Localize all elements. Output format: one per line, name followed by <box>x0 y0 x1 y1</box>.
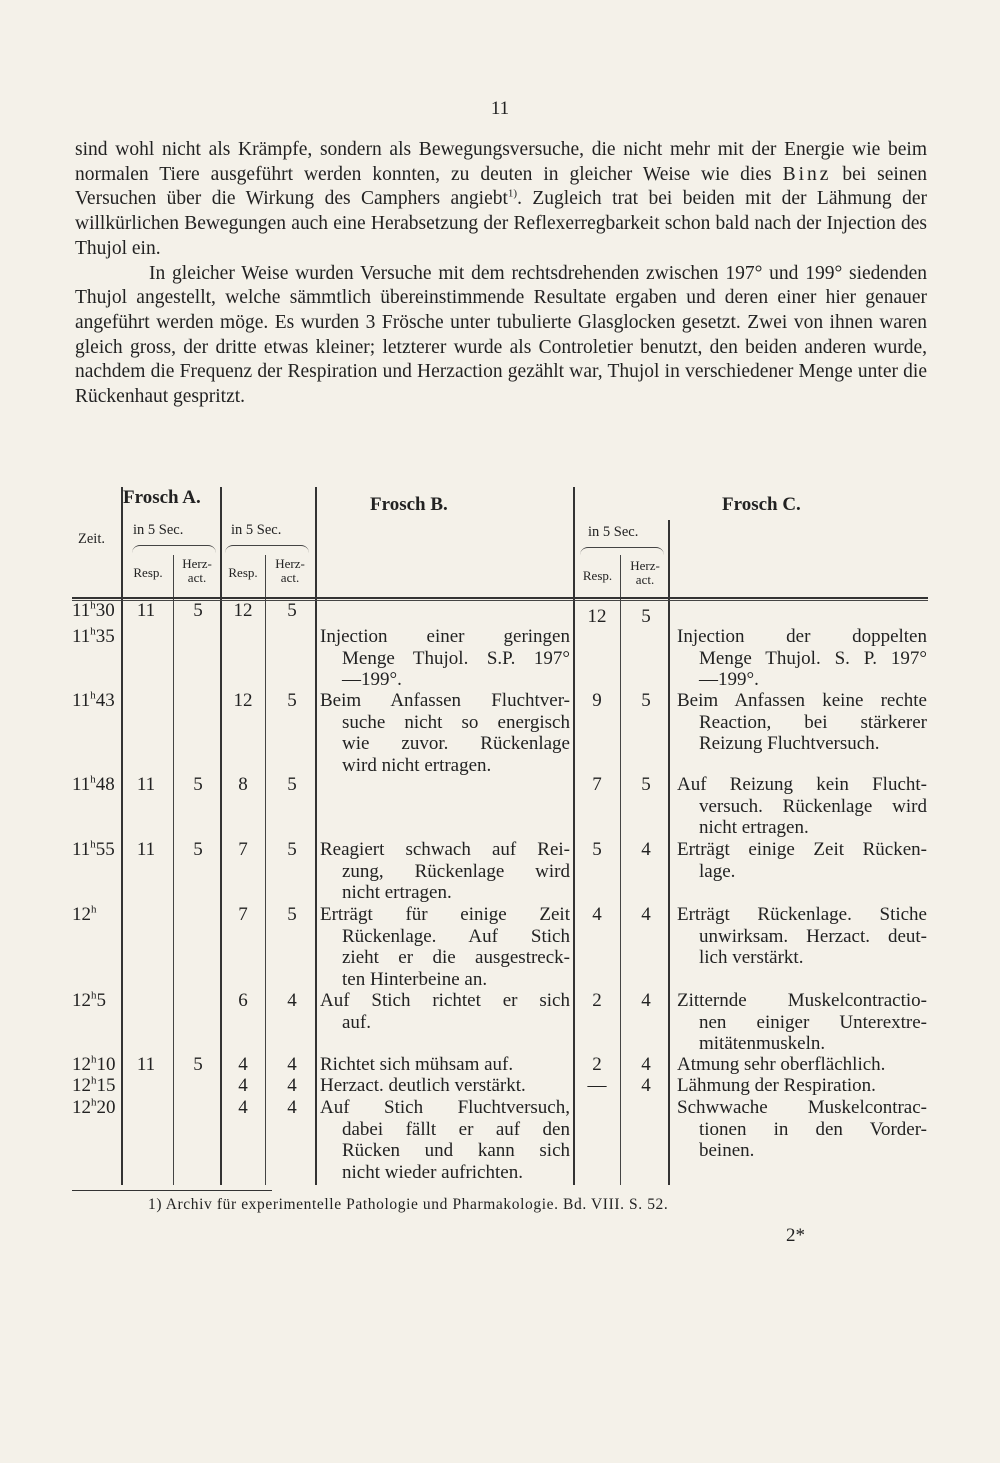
row-a-resp: 11 <box>136 1054 156 1075</box>
row-b-resp: 4 <box>238 1054 248 1075</box>
note-line: Erträgt für einige Zeit <box>320 904 570 925</box>
row-c-herz: 4 <box>641 1054 651 1075</box>
header-b-herz-2: act. <box>280 570 300 585</box>
header-a-herz <box>175 557 219 585</box>
note-line: Menge Thujol. S.P. 197° <box>342 647 570 669</box>
row-zeit: 12$^h$20 <box>72 1096 116 1118</box>
note-line: Injection der doppelten <box>677 626 927 647</box>
row-b-herz: 4 <box>287 990 297 1011</box>
header-frosch-c: Frosch C. <box>722 494 801 515</box>
note-line: Auf Reizung kein Flucht- <box>677 774 927 795</box>
row-b-note <box>320 990 570 1033</box>
note-line: wird nicht ertragen. <box>342 754 492 776</box>
row-b-herz: 4 <box>287 1075 297 1096</box>
row-zeit: 12$^h$15 <box>72 1074 116 1096</box>
row-c-note <box>677 839 927 882</box>
row-zeit: 11$^h$55 <box>72 838 115 860</box>
note-line: Herzact. deutlich verstärkt. <box>320 1075 526 1096</box>
row-b-herz: 5 <box>287 774 297 795</box>
row-b-resp: 4 <box>238 1097 248 1118</box>
note-line: —199°. <box>342 669 402 690</box>
row-c-herz: 5 <box>641 774 651 795</box>
row-b-herz: 5 <box>287 904 297 925</box>
signature-mark: 2* <box>786 1225 805 1246</box>
note-line: Auf Stich richtet er sich <box>320 990 570 1011</box>
page-number: 11 <box>490 98 510 119</box>
row-b-resp: 8 <box>238 774 248 795</box>
row-a-herz: 5 <box>193 1054 203 1075</box>
paragraph-2: In gleicher Weise wurden Versuche mit dem rechtsdrehenden zwischen 197° und 199° siedenden Thujol angestellt, welche sämmtlich übereinstimmende Resultate ergaben und deren einer hier genauer angeführt werden möge. Es wurden 3 Frösche unter tubulierte Glasglocken gesetzt. Zwei von ihnen waren gleich gross, der dritte etwas kleiner; letzterer wurde als Controletier benutzt, den beiden anderen wurde, nachdem die Frequenz der Respiration und Herzaction gezählt war, Thujol in verschiedener Menge unter die Rückenhaut gespritzt. <box>75 262 927 408</box>
row-c-herz: 4 <box>641 990 651 1011</box>
note-line: Auf Stich Fluchtversuch, <box>320 1097 570 1118</box>
header-c-in5sec: in 5 Sec. <box>588 524 639 540</box>
footnote-mark: 1) <box>507 187 518 200</box>
row-c-resp: 5 <box>592 839 602 860</box>
note-line: Erträgt einige Zeit Rücken- <box>677 839 927 860</box>
row-c-herz: 5 <box>641 690 651 711</box>
row-b-herz: 5 <box>287 600 297 621</box>
row-b-note <box>320 1097 570 1183</box>
note-line: Menge Thujol. S. P. 197° <box>699 647 927 669</box>
row-c-herz: 4 <box>641 904 651 925</box>
row-zeit: 12$^h$5 <box>72 989 106 1011</box>
header-c-herz <box>622 559 668 587</box>
note-line: auf. <box>342 1011 372 1033</box>
row-b-resp: 12 <box>233 690 253 711</box>
row-zeit: 11$^h$48 <box>72 773 115 795</box>
note-line: Atmung sehr oberflächlich. <box>677 1054 886 1075</box>
row-b-herz: 4 <box>287 1054 297 1075</box>
table-rule <box>121 487 123 1185</box>
row-b-note <box>320 626 570 691</box>
note-line: Reaction, bei stärkerer <box>699 711 927 733</box>
table-rule <box>220 487 222 1185</box>
header-a-herz-2: act. <box>187 570 207 585</box>
row-c-herz: 4 <box>641 839 651 860</box>
table-rule <box>265 555 266 1185</box>
note-line: zieht er die ausgestreck- <box>342 947 570 968</box>
header-b-resp: Resp. <box>228 565 258 580</box>
note-line: Injection einer geringen <box>320 626 570 647</box>
footnote-rule <box>72 1190 272 1191</box>
row-c-note <box>677 1097 927 1162</box>
author-name: Binz <box>782 163 832 185</box>
note-line: zung, Rückenlage wird <box>342 860 570 882</box>
row-c-note <box>677 690 927 755</box>
note-line: Reagiert schwach auf Rei- <box>320 839 570 860</box>
row-b-note <box>320 690 570 776</box>
row-c-resp: 4 <box>592 904 602 925</box>
row-zeit: 12$^h$ <box>72 903 97 925</box>
note-line: nicht wieder aufrichten. <box>342 1161 523 1183</box>
row-b-herz: 5 <box>287 690 297 711</box>
header-frosch-a: Frosch A. <box>123 487 201 508</box>
note-line: suche nicht so energisch <box>342 711 570 733</box>
note-line: beinen. <box>699 1140 755 1161</box>
header-b-herz <box>267 557 313 585</box>
row-c-resp: 9 <box>592 690 602 711</box>
row-b-resp: 6 <box>238 990 248 1011</box>
row-b-herz: 4 <box>287 1097 297 1118</box>
table-rule <box>573 487 575 1185</box>
row-c-resp: 7 <box>592 774 602 795</box>
row-b-herz: 5 <box>287 839 297 860</box>
header-a-resp: Resp. <box>133 565 163 580</box>
row-c-herz: 4 <box>641 1075 651 1096</box>
header-frosch-b: Frosch B. <box>370 494 448 515</box>
table-rule <box>315 487 317 1185</box>
header-a-in5sec: in 5 Sec. <box>133 522 184 538</box>
paragraph-1-text-b: bei seinen Versuchen über die Wirkung des Camphers angiebt <box>75 163 927 210</box>
note-line: wie zuvor. Rückenlage <box>342 733 570 754</box>
header-brace <box>132 545 216 554</box>
note-line: Richtet sich mühsam auf. <box>320 1054 514 1075</box>
header-a-herz-1: Herz- <box>182 556 212 571</box>
row-a-resp: 11 <box>136 600 156 621</box>
row-c-note <box>677 990 927 1055</box>
header-b-in5sec: in 5 Sec. <box>231 522 282 538</box>
note-line: Zitternde Muskelcontractio- <box>677 990 927 1011</box>
table-rule <box>173 555 174 1185</box>
note-line: Reizung Fluchtversuch. <box>699 733 880 754</box>
note-line: Schwwache Muskelcontrac- <box>677 1097 927 1118</box>
header-c-herz-2: act. <box>635 572 655 587</box>
note-line: unwirksam. Herzact. deut- <box>699 925 927 947</box>
header-c-resp: Resp. <box>582 568 613 583</box>
header-brace <box>580 547 664 556</box>
row-c-note <box>677 626 927 691</box>
note-line: Lähmung der Respiration. <box>677 1075 876 1096</box>
row-b-resp: 12 <box>233 600 253 621</box>
row-b-note <box>320 1054 570 1076</box>
footnote: 1) Archiv für experimentelle Pathologie und Pharmakologie. Bd. VIII. S. 52. <box>148 1196 669 1213</box>
note-line: versuch. Rückenlage wird <box>699 795 927 817</box>
row-b-resp: 7 <box>238 904 248 925</box>
note-line: nen einiger Unterextre- <box>699 1011 927 1033</box>
table-rule <box>668 520 670 1185</box>
row-c-note <box>677 1054 927 1076</box>
note-line: tionen in den Vorder- <box>699 1118 927 1140</box>
row-zeit: 12$^h$10 <box>72 1053 116 1075</box>
row-zeit: 11$^h$30 <box>72 599 115 621</box>
note-line: Erträgt Rückenlage. Stiche <box>677 904 927 925</box>
note-line: ten Hinterbeine an. <box>342 968 488 990</box>
header-b-herz-1: Herz- <box>275 556 305 571</box>
row-a-herz: 5 <box>193 600 203 621</box>
note-line: Rückenlage. Auf Stich <box>342 925 570 947</box>
note-line: nicht ertragen. <box>342 882 452 903</box>
row-c-resp: 2 <box>592 1054 602 1075</box>
row-c-resp: — <box>587 1075 607 1096</box>
row-zeit: 11$^h$35 <box>72 625 115 647</box>
row-c-herz: 5 <box>641 606 651 627</box>
header-brace <box>225 545 309 554</box>
row-c-resp: 12 <box>587 606 607 627</box>
note-line: mitätenmuskeln. <box>699 1033 826 1054</box>
header-c-herz-1: Herz- <box>630 558 660 573</box>
note-line: lage. <box>699 860 736 882</box>
row-b-resp: 4 <box>238 1075 248 1096</box>
row-a-resp: 11 <box>136 774 156 795</box>
row-b-note <box>320 839 570 904</box>
row-b-note <box>320 1075 570 1097</box>
row-c-note <box>677 904 927 969</box>
note-line: Beim Anfassen keine rechte <box>677 690 927 711</box>
row-c-resp: 2 <box>592 990 602 1011</box>
note-line: Beim Anfassen Fluchtver- <box>320 690 570 711</box>
note-line: nicht ertragen. <box>699 817 809 838</box>
row-a-resp: 11 <box>136 839 156 860</box>
row-b-resp: 7 <box>238 839 248 860</box>
row-zeit: 11$^h$43 <box>72 689 115 711</box>
paragraph-1-text-c: . Zugleich trat bei beiden mit der Lähmung der willkürlichen Bewegungen auch eine Herabsetzung der Reflexerregbarkeit schon bald nach der Injection des Thujol ein. <box>75 188 927 259</box>
header-zeit: Zeit. <box>78 531 105 547</box>
table-rule <box>620 555 621 1185</box>
row-a-herz: 5 <box>193 774 203 795</box>
paragraph-1-text-a: sind wohl nicht als Krämpfe, sondern als Bewegungsversuche, die nicht mehr mit der Energie wie beim normalen Tiere ausgeführt werden konnten, zu deuten in gleicher Weise wie dies <box>75 139 927 185</box>
table-header-rule <box>72 597 928 599</box>
note-line: —199°. <box>699 669 759 690</box>
row-c-note <box>677 774 927 839</box>
row-a-herz: 5 <box>193 839 203 860</box>
note-line: dabei fällt er auf den <box>342 1118 570 1140</box>
note-line: lich verstärkt. <box>699 947 804 968</box>
note-line: Rücken und kann sich <box>342 1140 570 1161</box>
row-c-note <box>677 1075 927 1097</box>
row-b-note <box>320 904 570 990</box>
